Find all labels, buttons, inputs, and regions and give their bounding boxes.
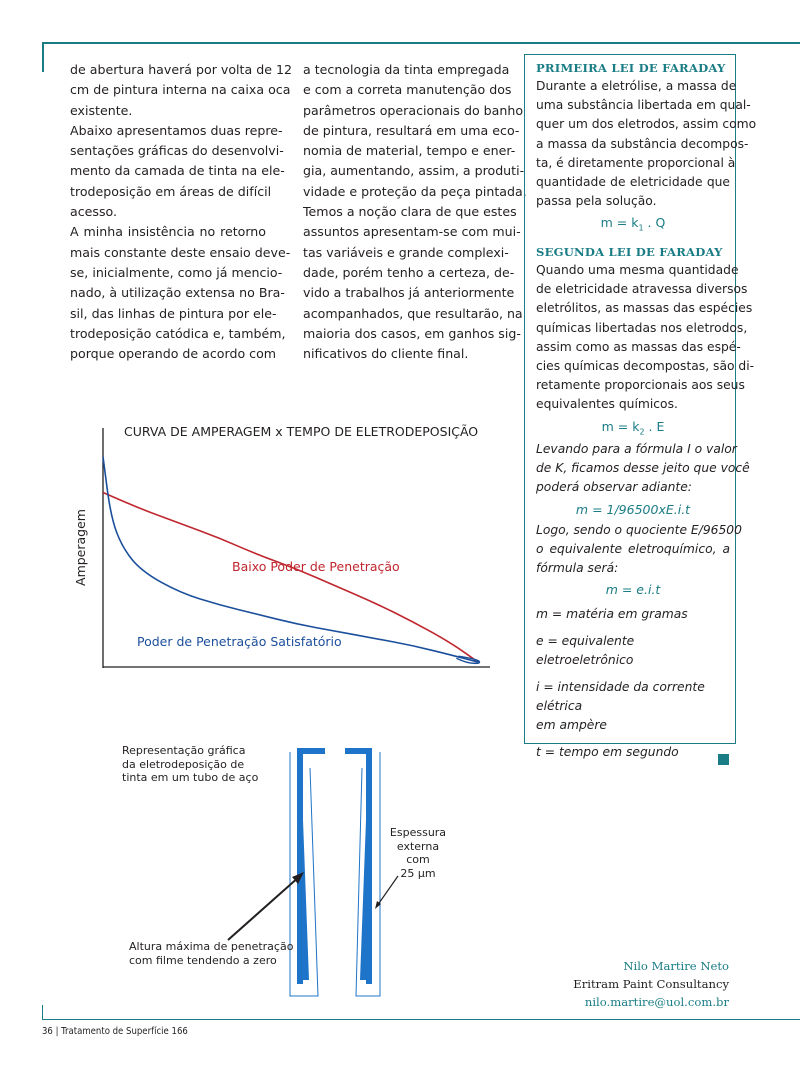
text-line: quantidade de eletricidade que [536,175,730,190]
tube-right-film [360,820,366,980]
text-line: porque operando de acordo com [70,346,277,362]
text-line: trodeposição catódica e, também, [70,325,286,341]
thickness-arrowhead [375,901,381,909]
y-axis-label: Amperagem [72,509,88,586]
text-line: retamente proporcionais aos seus [536,378,745,393]
formula-part: m = k [600,215,639,231]
max-penetration-label [129,940,293,967]
bottom-rule [42,1019,800,1020]
text-line: acompanhados, que resultarão, na [303,305,523,321]
text-line: Abaixo apresentamos duas repre- [70,122,283,138]
author-company: Eritram Paint Consultancy [573,977,729,991]
series-label-low: Baixo Poder de Penetração [232,559,400,574]
tube-left-wall [297,748,303,984]
text-line: quer um dos eletrodos, assim como [536,117,757,132]
thickness-arrow [377,876,398,906]
text-line: gia, aumentando, assim, a produti- [303,163,525,179]
text-line: fórmula será: [536,561,619,576]
second-law-formula [536,419,730,437]
text-line: o equivalente eletroquímico, a [536,541,730,556]
text-line: vido a trabalhos já anteriormente [303,285,515,301]
second-law-heading: SEGUNDA LEI DE FARADAY [536,244,723,259]
text-line: se, inicialmente, como já mencio- [70,264,283,280]
text-line: Logo, sendo o quociente E/96500 [536,522,742,537]
text-line: de K, ficamos desse jeito que você [536,461,750,476]
height-arrow [228,876,300,940]
external-thickness-label [378,826,458,880]
author-name: Nilo Martire Neto [623,959,729,973]
label-line: Altura máxima de penetração [129,940,294,953]
series-line-tail [456,656,479,663]
text-line: maioria dos casos, em ganhos sig- [303,325,521,341]
definition-t: t = tempo em segundo [536,745,679,760]
text-line: a tecnologia da tinta empregada [303,62,510,77]
text-line: a massa da substância decompos- [536,136,749,151]
text-line: existente. [70,102,133,118]
tube-left-outline [290,752,318,996]
definition-i-line: em ampère [536,718,607,733]
text-line: acesso. [70,204,117,220]
text-column-2 [303,60,527,364]
text-line: e com a correta manutenção dos [303,82,512,98]
text-line: tas variáveis e grande complexi- [303,244,509,260]
author-email[interactable]: nilo.martire@uol.com.br [584,995,729,1009]
tube-diagram-caption [122,744,258,785]
tube-right-outline [356,752,380,996]
page-footer: 36 | Tratamento de Superfície 166 [42,1026,188,1037]
faraday-laws-box [524,54,757,760]
text-line: de abertura haverá por volta de 12 [70,62,292,77]
definition-i [536,678,735,735]
text-line: equivalentes químicos. [536,397,678,412]
tube-left-flange [297,748,325,754]
second-law-text [536,261,755,415]
text-line: Durante a eletrólise, a massa de [536,79,737,93]
bottom-left-rule [42,1005,43,1020]
formula-subscript: 2 [639,427,645,437]
tube-left-film [303,820,309,980]
text-line: Temos a noção clara de que estes [303,204,517,220]
height-arrowhead [292,872,304,884]
definition-m: m = matéria em gramas [536,607,688,622]
text-line: assuntos apresentam-se com mui- [303,224,521,240]
label-line: Representação gráfica [122,744,246,757]
text-line: sil, das linhas de pintura por ele- [70,305,277,321]
electrochemical-text [536,521,742,579]
tube-right-flange [345,748,372,754]
k-value-text [536,440,750,498]
series-label-satisfactory: Poder de Penetração Satisfatório [137,634,342,649]
formula-part: m = k [601,418,640,434]
text-line: químicas libertadas nos eletrodos, [536,320,748,335]
top-rule [42,42,800,44]
text-line: nado, à utilização extensa no Bra- [70,285,285,301]
text-line: mais constante deste ensaio deve- [70,244,291,260]
text-line: nomia de material, tempo e ener- [303,143,516,159]
formula-part: . Q [643,215,666,231]
text-line: passa pela solução. [536,194,657,209]
author-signature [573,957,729,1011]
label-line: externa [396,839,440,853]
formula-96500: m = 1/96500xE.i.t [575,501,691,517]
text-column-1 [70,60,292,364]
definition-i-line: i = intensidade da corrente elétrica [536,680,705,714]
label-line: 25 µm [400,866,436,880]
first-law-text [536,77,757,211]
formula-eit: m = e.i.t [605,582,661,598]
first-law-heading: PRIMEIRA LEI DE FARADAY [536,61,726,75]
text-line: assim como as massas das espé- [536,339,741,354]
definition-e: e = equivalente eletroeletrônico [536,634,635,668]
left-rule [42,42,44,72]
text-line: ta, é diretamente proporcional à [536,155,736,170]
text-line: eletrólitos, as massas das espécies [536,301,753,316]
formula-part: . E [644,418,665,434]
text-line: cm de pintura interna na caixa oca [70,82,291,98]
text-line: poderá observar adiante: [536,480,692,495]
text-line: A minha insistência no retorno [70,224,266,240]
tube-right-wall [366,748,372,984]
text-line: uma substância libertada em qual- [536,98,751,113]
formula-subscript: 1 [638,223,644,233]
text-line: sentações gráficas do desenvolvi- [70,143,284,159]
text-line: Quando uma mesma quantidade [536,262,739,277]
text-line: Levando para a fórmula I o valor [536,442,737,457]
text-line: mento da camada de tinta na ele- [70,163,285,179]
text-line: cies químicas decompostas, são di- [536,358,755,373]
text-line: vidade e proteção da peça pintada. [303,183,527,199]
chart-title: CURVA DE AMPERAGEM x TEMPO DE ELETRODEPOSIÇÃO [124,424,479,439]
text-line: de eletricidade atravessa diversos [536,282,748,297]
first-law-formula [536,215,730,233]
text-line: dade, porém tenho a certeza, de- [303,264,515,280]
text-line: de pintura, resultará em uma eco- [303,122,520,138]
label-line: Espessura [389,826,447,839]
label-line: tinta em um tubo de aço [122,771,259,784]
text-line: nificativos do cliente final. [303,346,469,362]
text-line: trodeposição em áreas de difícil [70,183,272,199]
label-line: da eletrodeposição de [122,757,245,771]
label-line: com [406,853,430,866]
label-line: com filme tendendo a zero [129,953,277,967]
text-line: parâmetros operacionais do banho [303,102,524,118]
end-mark [718,754,729,765]
